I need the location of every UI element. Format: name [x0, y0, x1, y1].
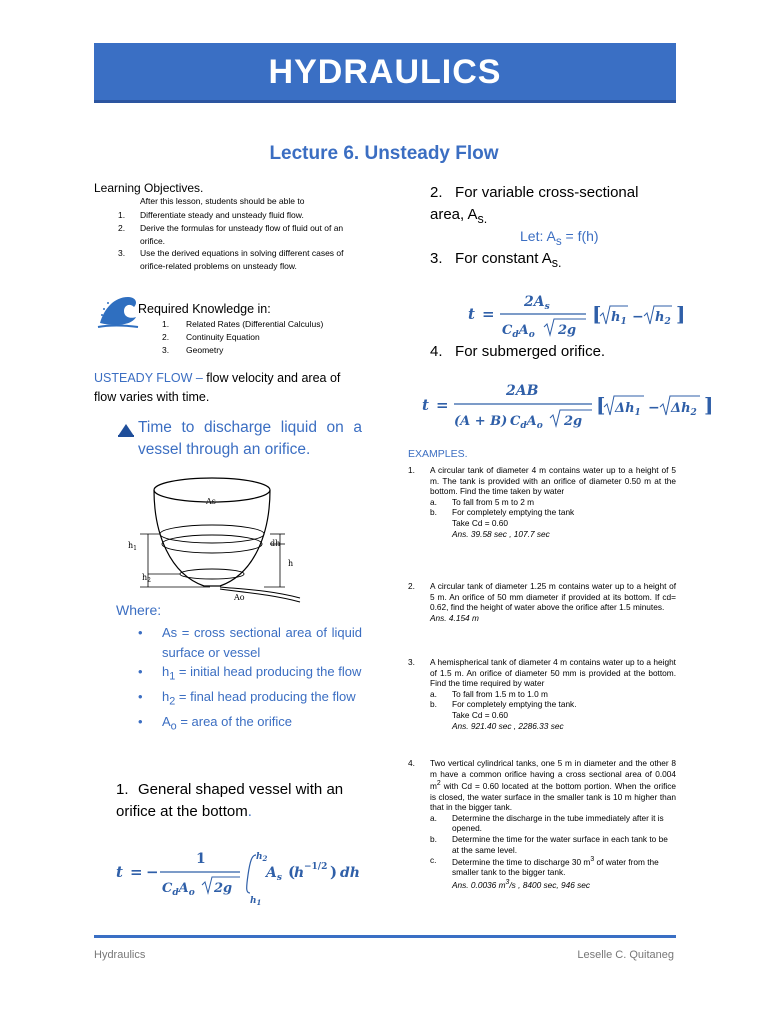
tank-figure [110, 474, 310, 604]
svg-text:1: 1 [196, 851, 206, 867]
list-item: 2. Continuity Equation [162, 332, 260, 342]
svg-text:[: [ [592, 302, 602, 326]
figure-label-as: As [206, 497, 216, 506]
where-heading: Where: [116, 602, 162, 618]
svg-text:CdAo: $C_dA_o$ [502, 323, 535, 340]
svg-text:−: − [146, 863, 159, 881]
case-2-heading: 2. For variable cross-sectional area, $A_{s.}$ [430, 184, 639, 226]
svg-text:]: ] [676, 302, 686, 326]
svg-text:dh: dh [340, 865, 360, 881]
objectives-list [118, 209, 368, 273]
list-item: 2. Derive the formulas for unsteady flow of fluid out of an orifice. [118, 222, 344, 246]
required-heading: Required Knowledge in: [138, 302, 271, 316]
svg-text:t: t [468, 305, 475, 323]
list-item: • $h_2$ = final head producing the flow [138, 687, 362, 712]
unsteady-definition: USTEADY FLOW – flow velocity and area of flow varies with time. [94, 371, 341, 404]
svg-text:h2: $h_2$ [256, 852, 268, 863]
list-item: 1. Related Rates (Differential Calculus) [162, 319, 324, 329]
list-item: 3. Use the derived equations in solving different cases of orifice-related problems on unsteady flow. [118, 248, 344, 272]
example-4: 4. Two vertical cylindrical tanks, one 5 m in diameter and the other 8 m have a common orifice having a cross sectional area of 0.004 $m^2$ with Cd = 0.60 located at the bottom portion. When the orifice is closed, the water surface in the smaller tank is 10 m higher than that in the bigger tank. a. Determine the discharge in the tube immediately after it is opened. b. Determine the time for the water surface in each tank to be at the same level. c. Determine the time to discharge 30 $m^3$ of water from the smaller tank to the bigger tank. Ans. 0.0036 $m^3/s$ , 8400 sec, 946 sec [408, 758, 676, 890]
lecture-title: Lecture 6. Unsteady Flow [269, 143, 499, 164]
svg-text:2AB: 2AB [506, 383, 539, 399]
svg-text:h1: $h_1$ [611, 310, 627, 327]
example-3: 3. A hemispherical tank of diameter 4 m contains water up to a height of 1.5 m. An orifice of diameter 50 mm is provided at the bottom. Find the time required by water a. To fall from 1.5 m to 1.0 m b. For completely emptying the tank. Take Cd = 0.60 Ans. 921.40 sec , 2286.33 sec [408, 657, 676, 731]
svg-text:2As: $2A_s$ [524, 294, 550, 312]
document-title: HYDRAULICS [268, 53, 502, 91]
footer-divider [94, 935, 676, 938]
title-banner [94, 43, 676, 103]
svg-text:h1: $h_1$ [250, 896, 262, 905]
discharge-heading: Time to discharge liquid on a vessel through an orifice. [138, 419, 362, 458]
svg-text:[: [ [596, 393, 606, 417]
case-3-heading: 3. For constant $A_{s.}$ [430, 250, 562, 270]
footer-course: Hydraulics [94, 949, 146, 961]
svg-text:CdAo: $C_dA_o$ [162, 881, 195, 898]
formula-constant-area [468, 290, 698, 344]
svg-text:−1/2: −1/2 [304, 862, 328, 872]
svg-text:=: = [482, 305, 495, 323]
svg-text:): ) [330, 863, 338, 881]
svg-text:As: $A_s$ [266, 865, 282, 883]
case-1-heading: 1. General shaped vessel with an orifice at the bottom. [116, 781, 344, 820]
list-item: • $A_o$ = area of the orifice [138, 712, 362, 737]
svg-text:2g: 2g [558, 323, 577, 338]
svg-text:2g: 2g [564, 414, 583, 429]
example-2: 2. A circular tank of diameter 1.25 m contains water up to a height of 5 m. An orifice of 50 mm diameter if provided at its bottom. If cd= 0.62, find the height of water above the orifice after 1.5 minutes. Ans. 4.154 m [408, 581, 676, 623]
figure-label-h: h [288, 559, 294, 568]
bullet-arrow-icon [116, 420, 136, 438]
svg-text:t: t [116, 863, 123, 881]
figure-label-h2: $h_2$ [142, 573, 151, 584]
svg-text:(A + B): (A + B) [454, 414, 508, 429]
objectives-intro: After this lesson, students should be able to [140, 196, 305, 206]
examples-heading: EXAMPLES. [408, 448, 468, 460]
list-item: 3. Geometry [162, 345, 224, 355]
list-item: • $h_1$ = initial head producing the flow [138, 662, 362, 687]
svg-text:Δh2: $\Delta h_2$ [671, 401, 697, 418]
svg-text:2g: 2g [214, 881, 233, 896]
definitions-list [138, 623, 362, 737]
list-item: • As = cross sectional area of liquid surface or vessel [138, 623, 362, 662]
svg-text:h2: $h_2$ [655, 310, 671, 327]
example-1: 1. A circular tank of diameter 4 m contains water up to a height of 5 m. The tank is provided with an orifice of diameter 0.50 m at the bottom. Find the time taken by water a. To fall from 5 m to 2 m b. For completely emptying the tank Take Cd = 0.60 Ans. 39.58 sec , 107.7 sec [408, 465, 676, 539]
svg-text:t: t [422, 396, 429, 414]
case-4-heading: 4. For submerged orifice. [430, 343, 606, 360]
svg-text:−: − [632, 309, 644, 325]
svg-text:]: ] [704, 393, 714, 417]
figure-label-ao: Ao [234, 593, 245, 602]
svg-text:CdAo: $C_dA_o$ [510, 414, 543, 431]
svg-text:−: − [648, 400, 660, 416]
svg-text:(: ( [288, 863, 296, 881]
list-item: 1. Differentiate steady and unsteady fluid flow. [118, 210, 304, 220]
footer-author: Leselle C. Quitaneg [577, 949, 674, 961]
formula-submerged [422, 380, 722, 436]
figure-label-h1: $h_1$ [128, 541, 137, 552]
svg-text:h: h [294, 865, 305, 881]
svg-text:=: = [436, 396, 449, 414]
objectives-heading: Learning Objectives. [94, 181, 204, 195]
formula-general [116, 845, 386, 905]
wave-icon [96, 289, 140, 329]
required-list [162, 318, 323, 357]
svg-text:=: = [130, 863, 143, 881]
figure-label-dh: dh [270, 539, 281, 548]
case-2-let: Let: $A_s = f(h)$ [520, 228, 599, 248]
svg-text:Δh1: $\Delta h_1$ [615, 401, 641, 418]
